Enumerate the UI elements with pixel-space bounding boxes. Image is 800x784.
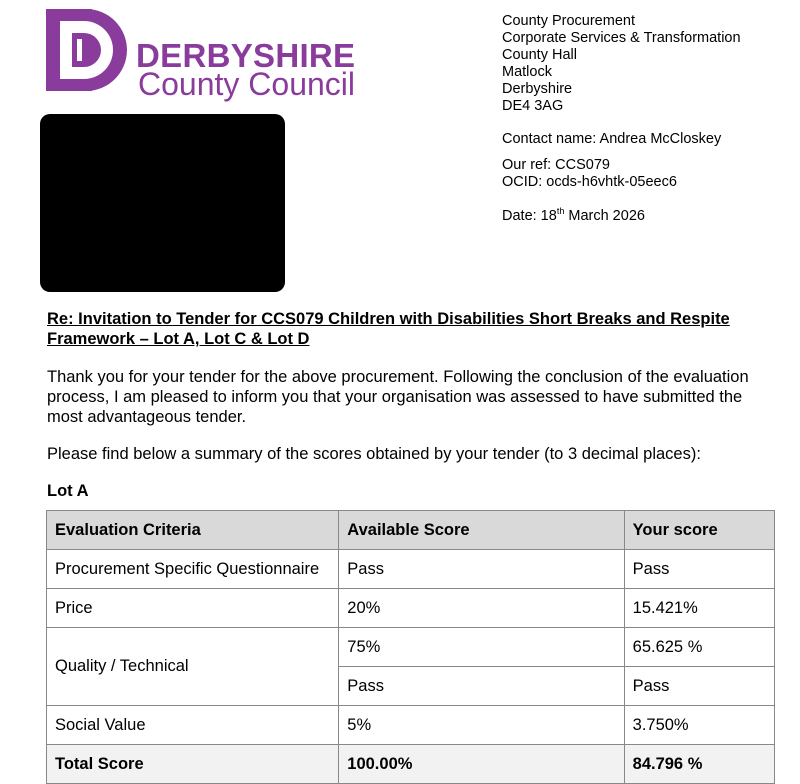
letter-subject: Re: Invitation to Tender for CCS079 Children with Disabilities Short Breaks and Respite Framework – Lot A, Lot C & Lot D (47, 310, 730, 348)
table-row (47, 589, 775, 628)
criteria-cell: Price (47, 589, 339, 628)
total-score-row (47, 745, 775, 784)
your-score-cell: 15.421% (624, 589, 774, 628)
address-line: County Procurement (502, 13, 635, 29)
total-available-cell: 100.00% (339, 745, 624, 784)
address-line: County Hall (502, 47, 577, 63)
address-line: Corporate Services & Transformation (502, 30, 741, 46)
lot-heading: Lot A (47, 482, 89, 500)
your-score-cell: 65.625 % (624, 628, 774, 667)
table-header-row (47, 511, 775, 550)
date-prefix: Date: 18 (502, 208, 557, 224)
available-score-cell: 20% (339, 589, 624, 628)
address-line: DE4 3AG (502, 98, 564, 114)
derbyshire-logo (46, 9, 368, 102)
intro-paragraph: Thank you for your tender for the above procurement. Following the conclusion of the evaluation process, I am pleased to inform you that your organisation was assessed to have submitted the most advantageous tender. (47, 368, 749, 426)
logo-name: DERBYSHIRE (136, 37, 356, 74)
criteria-cell: Procurement Specific Questionnaire (47, 550, 339, 589)
sender-address (502, 13, 741, 115)
total-label-cell: Total Score (47, 745, 339, 784)
table-row (47, 628, 775, 667)
scores-paragraph: Please find below a summary of the scores obtained by your tender (to 3 decimal places): (47, 445, 701, 463)
council-d-emblem-icon (46, 9, 136, 99)
contact-name: Contact name: Andrea McCloskey (502, 131, 722, 147)
your-score-cell: Pass (624, 550, 774, 589)
address-line: Derbyshire (502, 81, 573, 97)
letter-date (502, 208, 645, 225)
our-reference: Our ref: CCS079 (502, 157, 610, 173)
column-header: Your score (624, 511, 774, 550)
your-score-cell: Pass (624, 667, 774, 706)
available-score-cell: 5% (339, 706, 624, 745)
table-row (47, 550, 775, 589)
column-header: Available Score (339, 511, 624, 550)
logo-subtitle: County Council (138, 66, 355, 102)
available-score-cell: Pass (339, 667, 624, 706)
ocid: OCID: ocds-h6vhtk-05eec6 (502, 174, 677, 190)
scores-table (46, 510, 775, 784)
redacted-recipient-block (40, 114, 285, 292)
criteria-cell: Quality / Technical (47, 628, 339, 706)
available-score-cell: 75% (339, 628, 624, 667)
your-score-cell: 3.750% (624, 706, 774, 745)
date-ordinal: th (556, 206, 565, 217)
date-suffix: March 2026 (564, 208, 645, 224)
criteria-cell: Social Value (47, 706, 339, 745)
address-line: Matlock (502, 64, 552, 80)
column-header: Evaluation Criteria (47, 511, 339, 550)
total-your-score-cell: 84.796 % (624, 745, 774, 784)
available-score-cell: Pass (339, 550, 624, 589)
table-row (47, 706, 775, 745)
